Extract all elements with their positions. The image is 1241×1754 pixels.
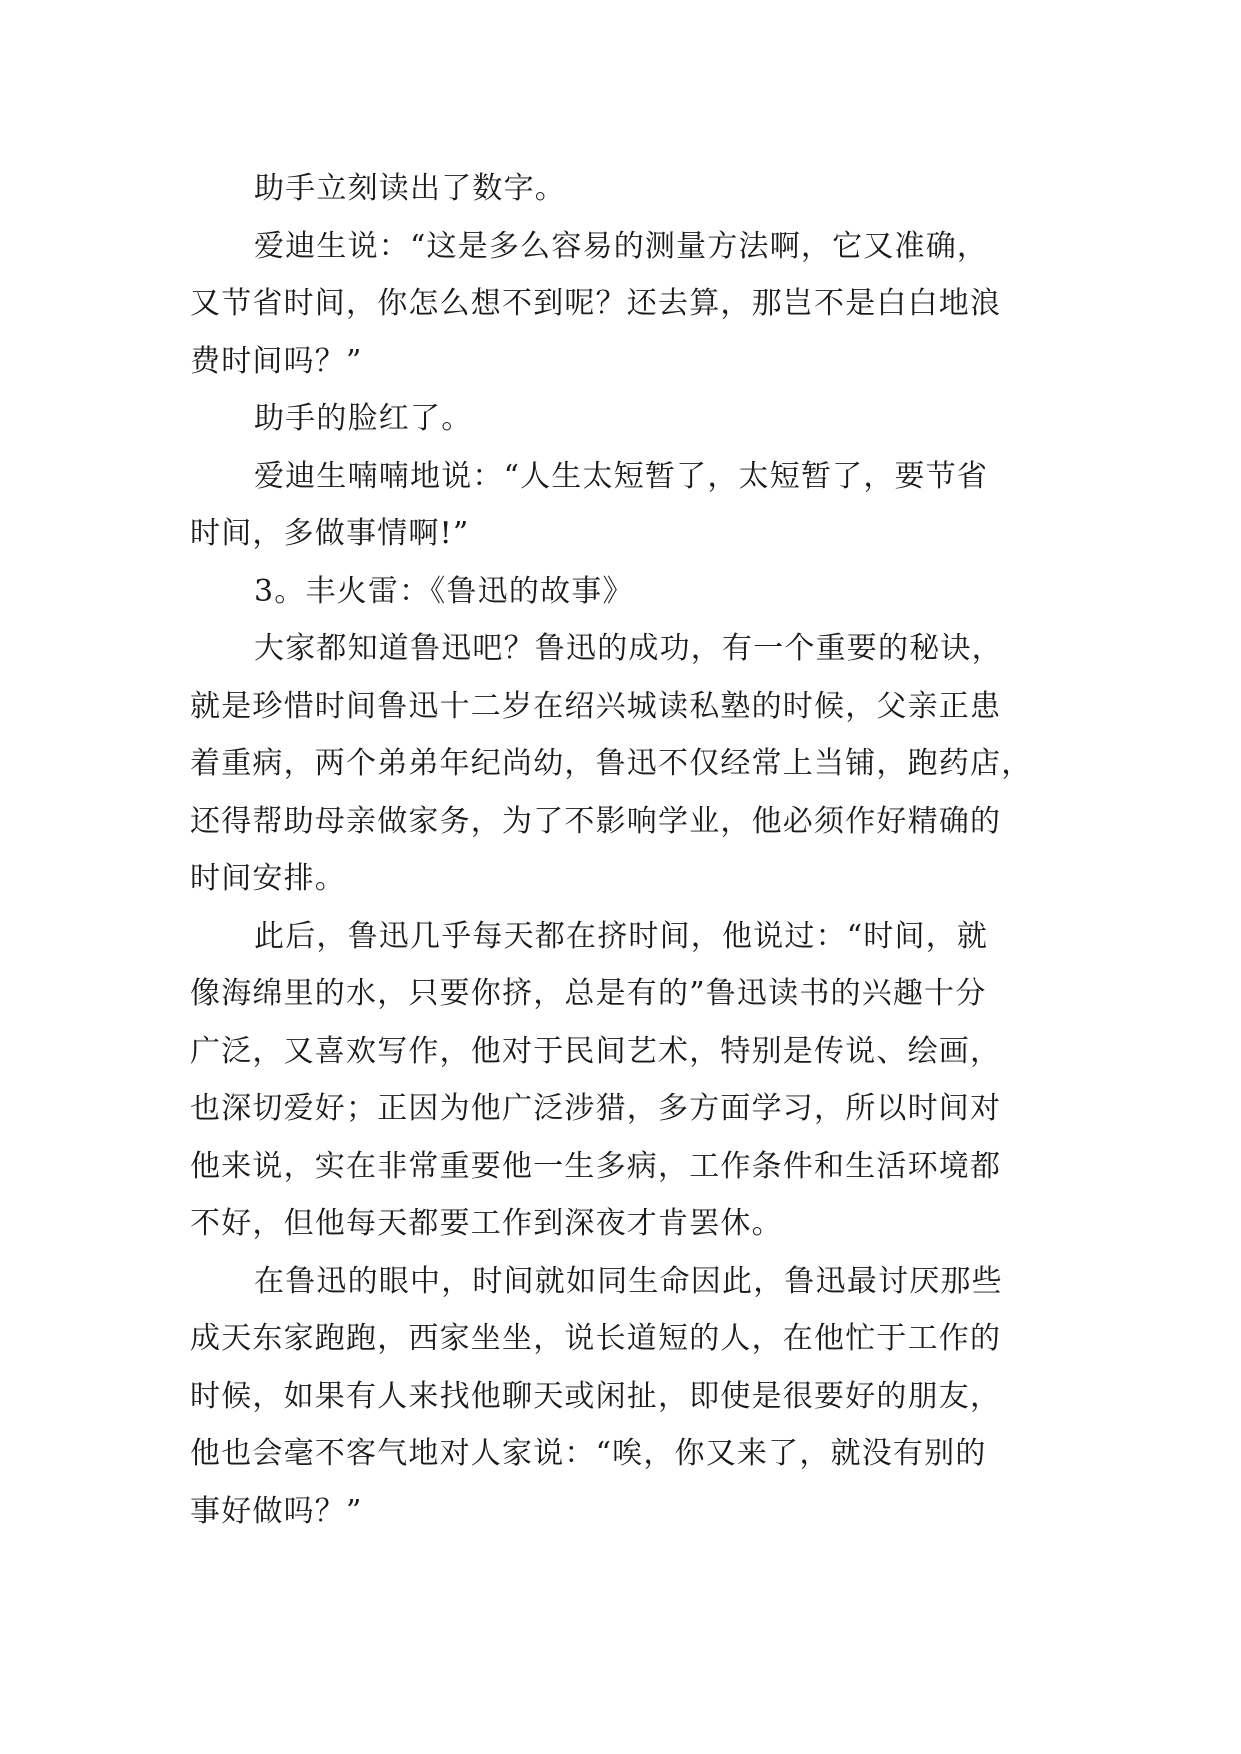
text-line: 不好，但他每天都要工作到深夜才肯罢休。 [190, 1206, 783, 1241]
text-line: 费时间吗？” [190, 343, 363, 379]
document-body [190, 160, 1060, 1540]
text-line: 3。丰火雷：《鲁迅的故事》 [254, 573, 634, 609]
text-line: 着重病，两个弟弟年纪尚幼，鲁迅不仅经常上当铺，跑药店， [190, 746, 1033, 781]
text-line: 广泛，又喜欢写作，他对于民间艺术，特别是传说、绘画， [190, 1033, 1002, 1069]
text-line: 又节省时间，你怎么想不到呢？还去算，那岂不是白白地浪 [190, 286, 1002, 321]
text-line: 时间，多做事情啊!” [190, 516, 470, 551]
text-line: 爱迪生说：“这是多么容易的测量方法啊，它又准确， [254, 228, 989, 264]
text-line: 助手的脸红了。 [254, 401, 473, 436]
text-line: 他来说，实在非常重要他一生多病，工作条件和生活环境都 [190, 1148, 1002, 1184]
text-line: 事好做吗？” [190, 1493, 363, 1529]
text-line: 此后，鲁迅几乎每天都在挤时间，他说过：“时间，就 [254, 918, 989, 954]
text-line: 在鲁迅的眼中，时间就如同生命因此，鲁迅最讨厌那些 [254, 1263, 1003, 1299]
text-line: 时间安排。 [190, 861, 346, 896]
text-line: 像海绵里的水，只要你挤，总是有的”鲁迅读书的兴趣十分 [190, 976, 987, 1011]
text-line: 成天东家跑跑，西家坐坐，说长道短的人，在他忙于工作的 [190, 1321, 1002, 1356]
text-line: 还得帮助母亲做家务，为了不影响学业，他必须作好精确的 [190, 803, 1002, 839]
text-line: 大家都知道鲁迅吧？鲁迅的成功，有一个重要的秘诀， [254, 631, 1003, 666]
text-line: 时候，如果有人来找他聊天或闲扯，即使是很要好的朋友， [190, 1378, 1002, 1414]
text-line: 就是珍惜时间鲁迅十二岁在绍兴城读私塾的时候，父亲正患 [190, 688, 1002, 724]
text-line: 也深切爱好；正因为他广泛涉猎，多方面学习，所以时间对 [190, 1091, 1002, 1126]
text-line: 他也会毫不客气地对人家说：“唉，你又来了，就没有别的 [190, 1436, 987, 1471]
text-line: 助手立刻读出了数字。 [254, 171, 566, 206]
text-line: 爱迪生喃喃地说：“人生太短暂了，太短暂了，要节省 [254, 458, 989, 494]
